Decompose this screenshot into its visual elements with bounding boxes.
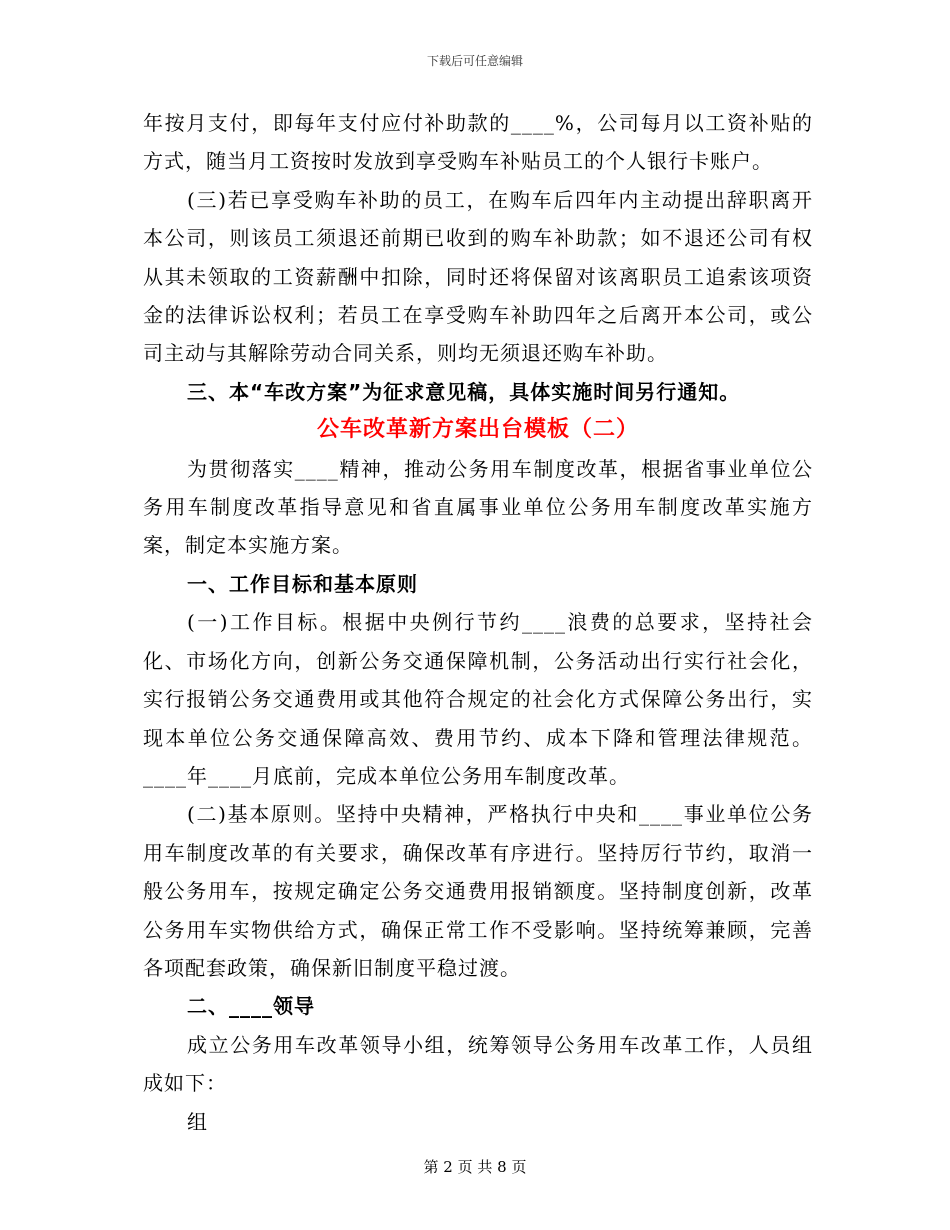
paragraph-goals: (一)工作目标。根据中央例行节约____浪费的总要求，坚持社会化、市场化方向，创新公务交通保障机制，公务活动出行实行社会化，实行报销公务交通费用或其他符合规定的社会化方式保障公务出行，实现本单位公务交通保障高效、费用节约、成本下降和管理法律规范。____年____月底前，完成本单位公务用车制度改革。 xyxy=(143,610,813,788)
page-header: 下载后可任意编辑 xyxy=(426,54,523,68)
section-heading-three: 三、本“车改方案”为征求意见稿，具体实施时间另行通知。 xyxy=(187,379,741,404)
section-heading-one: 一、工作目标和基本原则 xyxy=(187,571,418,596)
paragraph-leadership-group: 成立公务用车改革领导小组，统筹领导公务用车改革工作，人员组成如下： xyxy=(143,1032,813,1096)
document-body xyxy=(143,104,813,1141)
document-title: 公车改革新方案出台模板（二） xyxy=(316,417,639,443)
page-footer: 第 2 页 共 8 页 xyxy=(423,1158,527,1176)
paragraph-intro: 为贯彻落实____精神，推动公务用车制度改革，根据省事业单位公务用车制度改革指导意见和省直属事业单位公务用车制度改革实施方案，制定本实施方案。 xyxy=(143,456,813,558)
paragraph-payment-method: 年按月支付，即每年支付应付补助款的____%，公司每月以工资补贴的方式，随当月工资按时发放到享受购车补贴员工的个人银行卡账户。 xyxy=(143,111,813,174)
section-heading-two: 二、____领导 xyxy=(187,994,315,1019)
paragraph-principles: (二)基本原则。坚持中央精神，严格执行中央和____事业单位公务用车制度改革的有关要求，确保改革有序进行。坚持厉行节约，取消一般公务用车，按规定确定公务交通费用报销额度。坚持制度创新，改革公务用车实物供给方式，确保正常工作不受影响。坚持统筹兼顾，完善各项配套政策，确保新旧制度平稳过渡。 xyxy=(143,802,813,980)
paragraph-refund-clause: (三)若已享受购车补助的员工，在购车后四年内主动提出辞职离开本公司，则该员工须退还前期已收到的购车补助款；如不退还公司有权从其未领取的工资薪酬中扣除，同时还将保留对该离职员工追索该项资金的法律诉讼权利；若员工在享受购车补助四年之后离开本公司，或公司主动与其解除劳动合同关系，则均无须退还购车补助。 xyxy=(143,187,813,366)
paragraph-group-start: 组 xyxy=(187,1109,208,1134)
